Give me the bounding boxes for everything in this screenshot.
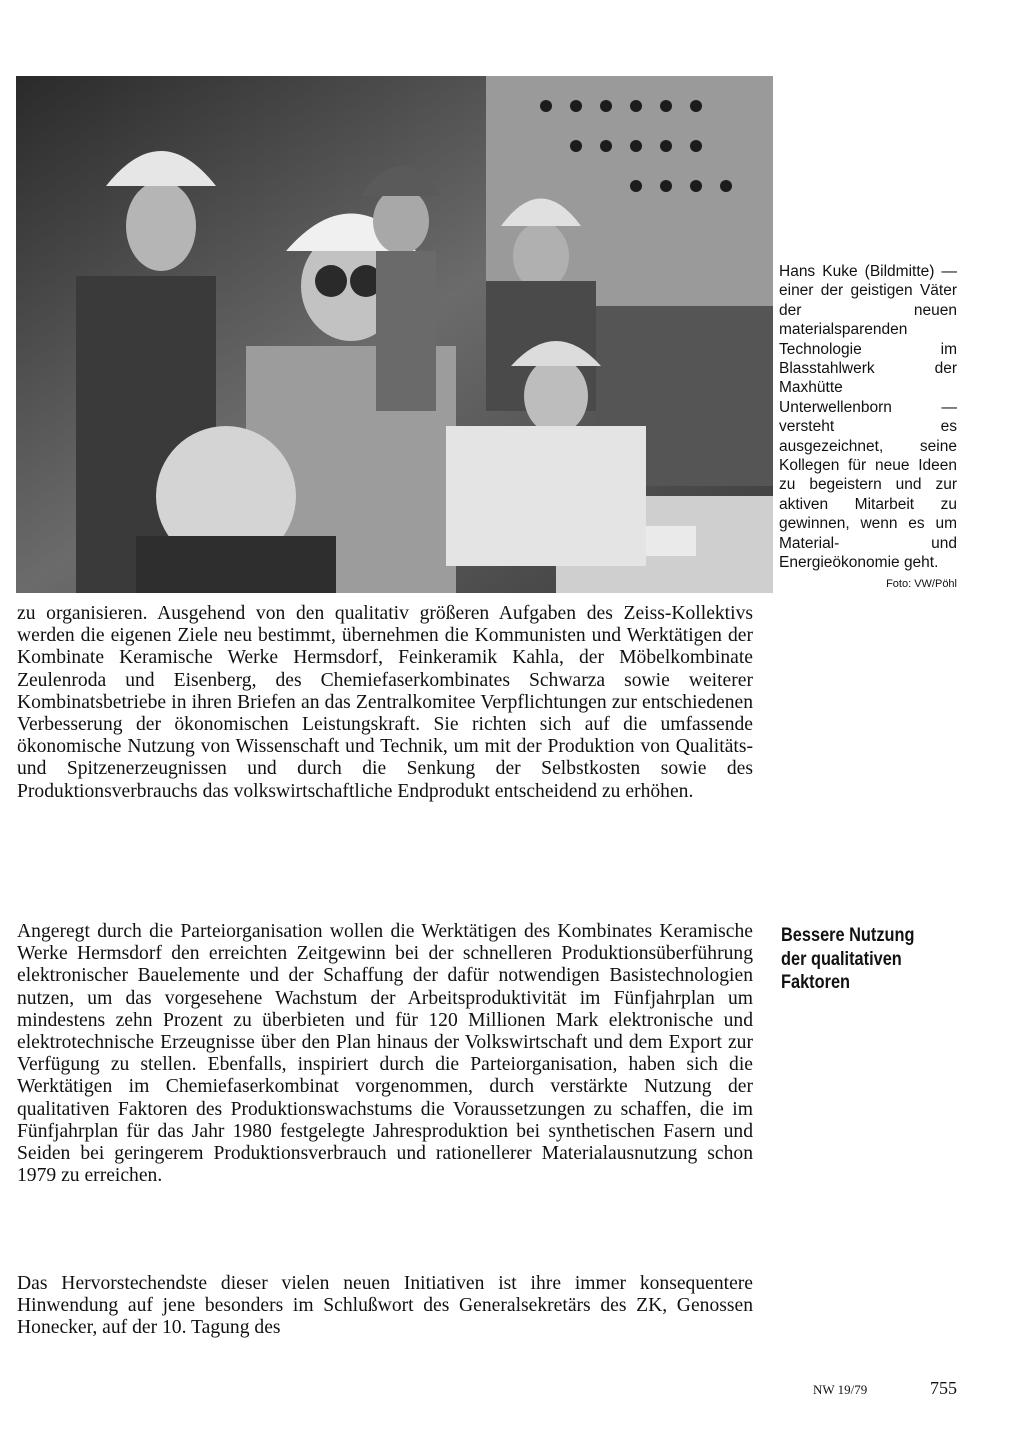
- article-photo: [16, 76, 773, 593]
- side-heading-line: Bessere Nutzung: [781, 925, 915, 946]
- article-paragraph-2: Angeregt durch die Parteiorganisation wollen die Werktätigen des Kombinates Keramische Werke Hermsdorf den erreichten Zeitgewinn bei der schnelleren Produktionsüberführung elektronischer Bauelemente und der Schaffung der dafür notwendigen Basistechnologien nutzen, um das vorgesehene Wachstum der Arbeitsproduktivität im Fünfjahrplan um mindestens zehn Prozent zu überbieten und für 120 Millionen Mark elektronische und elektrotechnische Erzeugnisse über den Plan hinaus der Volkswirtschaft und dem Export zur Verfügung zu stellen. Ebenfalls, inspiriert durch die Parteiorganisation, haben sich die Werktätigen im Chemiefaserkombinat vorgenommen, durch verstärkte Nutzung der qualitativen Faktoren des Produktionswachstums die Voraussetzungen zu schaffen, die im Fünfjahrplan für das Jahr 1980 festgelegte Jahresproduktion bei synthetischen Fasern und Seiden bei geringerem Produktionsverbrauch und rationellerer Materialausnutzung schon 1979 zu erreichen.: [17, 921, 753, 1187]
- photo-credit: Foto: VW/Pöhl: [886, 578, 957, 590]
- article-paragraph-3: Das Hervorstechendste dieser vielen neuen Initiativen ist ihre immer konsequentere Hinwendung auf jene besonders im Schlußwort des Generalsekretärs des ZK, Genossen Honecker, auf der 10. Tagung des: [17, 1273, 753, 1339]
- side-heading: [781, 924, 944, 995]
- steelworkers-photo: [16, 76, 773, 593]
- photo-caption: Hans Kuke (Bildmitte) — einer der geistigen Väter der neuen materialsparenden Technologie im Blasstahlwerk der Maxhütte Unterwellenborn — versteht es ausgezeichnet, seine Kollegen für neue Ideen zu begeistern und zur aktiven Mitarbeit zu gewinnen, wenn es um Material- und Energieökonomie geht.: [779, 263, 957, 572]
- article-paragraph-1: zu organisieren. Ausgehend von den qualitativ größeren Aufgaben des Zeiss-Kollektivs werden die eigenen Ziele neu bestimmt, übernehmen die Kommunisten und Werktätigen der Kombinate Keramische Werke Hermsdorf, Feinkeramik Kahla, der Möbelkombinate Zeulenroda und Eisenberg, des Chemiefaserkombinates Schwarza sowie weiterer Kombinatsbetriebe in ihren Briefen an das Zentralkomitee Verpflichtungen zur entschiedenen Verbesserung der ökonomischen Leistungskraft. Sie richten sich auf die umfassende ökonomische Nutzung von Wissenschaft und Technik, um mit der Produktion von Qualitäts- und Spitzenerzeugnissen und durch die Senkung der Selbstkosten sowie des Produktionsverbrauchs das volkswirtschaftliche Endprodukt entscheidend zu erhöhen.: [17, 603, 753, 802]
- page-number: 755: [930, 1378, 957, 1398]
- side-heading-line: Faktoren: [781, 972, 851, 993]
- side-heading-line: der qualitativen: [781, 948, 902, 970]
- issue-number: NW 19/79: [813, 1382, 868, 1397]
